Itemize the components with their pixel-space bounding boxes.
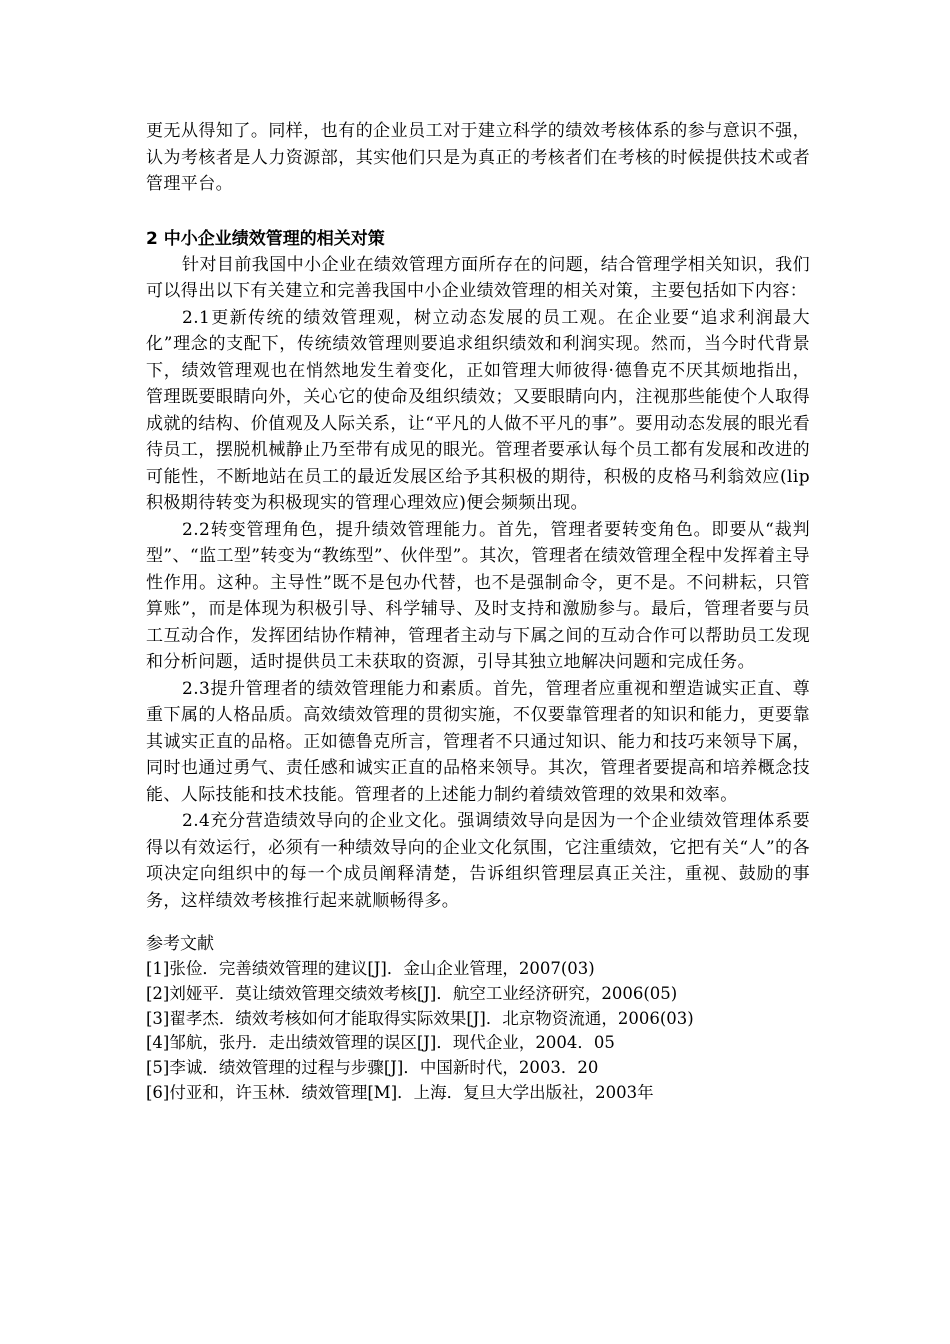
references-title: 参考文献: [146, 934, 214, 954]
references-section: [146, 932, 810, 1106]
intro-paragraph: 更无从得知了。同样，也有的企业员工对于建立科学的绩效考核体系的参与意识不强，认为考核者是人力资源部，其实他们只是为真正的考核者们在考核的时候提供技术或者管理平台。: [146, 121, 810, 194]
reference-item: [2]刘娅平．莫让绩效管理交绩效考核[J]．航空工业经济研究，2006(05): [146, 983, 678, 1003]
section-item-2-4: 2.4充分营造绩效导向的企业文化。强调绩效导向是因为一个企业绩效管理体系要得以有效运行，必须有一种绩效导向的企业文化氛围，它注重绩效，它把有关“人”的各项决定向组织中的每一个成员阐释清楚，告诉组织管理层真正关注，重视、鼓励的事务，这样绩效考核推行起来就顺畅得多。: [146, 811, 810, 911]
reference-item: [4]邹航，张丹．走出绩效管理的误区[J]．现代企业，2004．05: [146, 1033, 615, 1053]
document-page: [146, 118, 810, 1106]
section-intro-paragraph: 针对目前我国中小企业在绩效管理方面所存在的问题，结合管理学相关知识，我们可以得出以下有关建立和完善我国中小企业绩效管理的相关对策，主要包括如下内容：: [146, 254, 810, 301]
spacer: [146, 914, 810, 932]
reference-item: [1]张俭．完善绩效管理的建议[J]．金山企业管理，2007(03): [146, 959, 595, 978]
section-item-2-1: 2.1更新传统的绩效管理观，树立动态发展的员工观。在企业要“追求利润最大化”理念的支配下，传统绩效管理则要追求组织绩效和利润实现。然而，当今时代背景下，绩效管理观也在悄然地发生着变化，正如管理大师彼得·德鲁克不厌其烦地指出，管理既要眼睛向外，关心它的使命及组织绩效；又要眼睛向内，注视那些能使个人取得成就的结构、价值观及人际关系，让“平凡的人做不平凡的事”。要用动态发展的眼光看待员工，摆脱机械静止乃至带有成见的眼光。管理者要承认每个员工都有发展和改进的可能性，不断地站在员工的最近发展区给予其积极的期待，积极的皮格马利翁效应(lip积极期待转变为积极现实的管理心理效应)便会频频出现。: [146, 307, 810, 513]
reference-item: [6]付亚和，许玉林．绩效管理[M]．上海．复旦大学出版社，2003年: [146, 1082, 654, 1102]
spacer: [146, 198, 810, 226]
reference-item: [5]李诚．绩效管理的过程与步骤[J]．中国新时代，2003．20: [146, 1058, 599, 1078]
section-item-2-3: 2.3提升管理者的绩效管理能力和素质。首先，管理者应重视和塑造诚实正直、尊重下属的人格品质。高效绩效管理的贯彻实施，不仅要靠管理者的知识和能力，更要靠其诚实正直的品格。正如德鲁克所言，管理者不只通过知识、能力和技巧来领导下属，同时也通过勇气、责任感和诚实正直的品格来领导。其次，管理者要提高和培养概念技能、人际技能和技术技能。管理者的上述能力制约着绩效管理的效果和效率。: [146, 678, 810, 805]
section-heading: 2 中小企业绩效管理的相关对策: [146, 228, 385, 249]
reference-item: [3]翟孝杰．绩效考核如何才能取得实际效果[J]．北京物资流通，2006(03): [146, 1008, 694, 1028]
section-item-2-2: 2.2转变管理角色，提升绩效管理能力。首先，管理者要转变角色。即要从“裁判型”、“监工型”转变为“教练型”、伙伴型”。其次，管理者在绩效管理全程中发挥着主导性作用。这种。主导性”既不是包办代替，也不是强制命令，更不是。不问耕耘，只管算账”，而是体现为积极引导、科学辅导、及时支持和激励参与。最后，管理者要与员工互动合作，发挥团结协作精神，管理者主动与下属之间的互动合作可以帮助员工发现和分析问题，适时提供员工未获取的资源，引导其独立地解决问题和完成任务。: [146, 519, 810, 672]
